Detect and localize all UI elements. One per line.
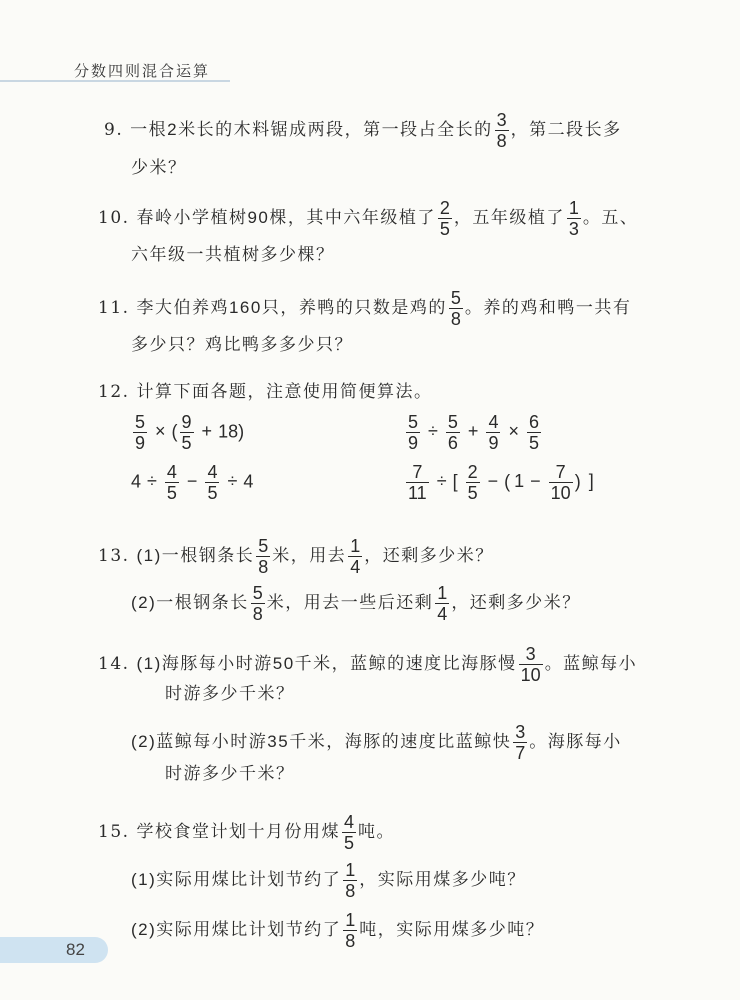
page-number: 82: [66, 940, 85, 959]
text: 计算下面各题，注意使用简便算法。: [136, 382, 433, 402]
part-label: (1): [136, 546, 162, 565]
header-rule: [0, 80, 230, 82]
question-15-part2: (2)实际用煤比计划节约了 $\frac{1}{8}$ 吨，实际用煤多少吨？: [131, 910, 545, 951]
question-9: [104, 110, 622, 151]
question-13-part1: 13. (1)一根钢条长 $\frac{5}{8}$ 米，用去 $\frac{1}{4}$ ，还剩多少米？: [98, 536, 494, 577]
question-12: [98, 380, 432, 404]
question-14-part2-line2: 时游多少千米？: [165, 764, 295, 784]
number: 2: [167, 120, 179, 139]
chapter-title: 分数四则混合运算: [74, 62, 211, 80]
text: 春岭小学植树: [136, 208, 248, 228]
text: 棵，其中六年级植了: [269, 208, 436, 228]
expression-3: 4 ÷ $\frac{4}{5}$ − $\frac{4}{5}$ ÷ 4: [131, 462, 254, 503]
question-9-line2: 少米？: [131, 158, 187, 178]
text: 。养的鸡和鸭一共有: [464, 298, 632, 318]
text: ，五年级植了: [453, 208, 565, 228]
question-number: 12.: [98, 382, 130, 402]
text: 。五、: [582, 208, 639, 228]
question-10-line2: 六年级一共植树多少棵？: [131, 245, 335, 265]
expression-2: $\frac{5}{9}$ ÷ $\frac{5}{6}$ + $\frac{4}{9}$ × $\frac{6}{5}$: [408, 412, 539, 453]
number: 90: [247, 208, 270, 227]
question-11-line2: 多少只？鸡比鸭多多少只？: [131, 335, 353, 355]
question-14-part1-line2: 时游多少千米？: [165, 684, 295, 704]
part-label: (2): [131, 920, 157, 939]
question-number: 11.: [98, 298, 130, 318]
question-11: [98, 288, 631, 329]
question-13-part2: (2)一根钢条长 $\frac{5}{8}$ 米，用去一些后还剩 $\frac{1}{4}$ ，还剩多少米？: [131, 583, 581, 624]
question-10: [98, 198, 638, 239]
part-label: (2): [131, 593, 157, 612]
fraction: $\frac{2}{5}$: [439, 198, 450, 239]
text: 米长的木料锯成两段，第一段占全长的: [178, 120, 493, 140]
question-14-part2: (2)蓝鲸每小时游35千米，海豚的速度比蓝鲸快 $\frac{3}{7}$ 。海豚每小: [131, 722, 622, 763]
fraction: $\frac{5}{8}$: [450, 288, 461, 329]
text: 李大伯养鸡: [136, 298, 229, 318]
text: 一根: [130, 120, 168, 140]
part-label: (1): [131, 870, 157, 889]
fraction: $\frac{1}{3}$: [568, 198, 579, 239]
question-number: 14.: [98, 654, 130, 674]
expression-4: $\frac{7}{11}$ ÷ [ $\frac{2}{5}$ − ( 1 − $\frac{7}{10}$ ) ]: [408, 462, 594, 503]
question-number: 10.: [98, 208, 130, 228]
text: 只，养鸭的只数是鸡的: [261, 298, 447, 318]
question-14-part1: 14. (1)海豚每小时游50千米，蓝鲸的速度比海豚慢 $\frac{3}{10}$ 。蓝鲸每小: [98, 644, 638, 685]
question-number: 9.: [104, 120, 124, 140]
part-label: (2): [131, 732, 157, 751]
question-15: 15. 学校食堂计划十月份用煤 $\frac{4}{5}$ 吨。: [98, 812, 395, 853]
part-label: (1): [136, 654, 162, 673]
number: 160: [228, 298, 262, 317]
fraction: $\frac{3}{8}$: [496, 110, 507, 151]
text: ，第二段长多: [510, 120, 622, 140]
question-15-part1: (1)实际用煤比计划节约了 $\frac{1}{8}$ ，实际用煤多少吨？: [131, 860, 526, 901]
expression-1: $\frac{5}{9}$ × ( $\frac{9}{5}$ + 18): [135, 412, 245, 453]
page-number-tab: [0, 937, 108, 963]
question-number: 15.: [98, 822, 130, 842]
question-number: 13.: [98, 546, 130, 566]
